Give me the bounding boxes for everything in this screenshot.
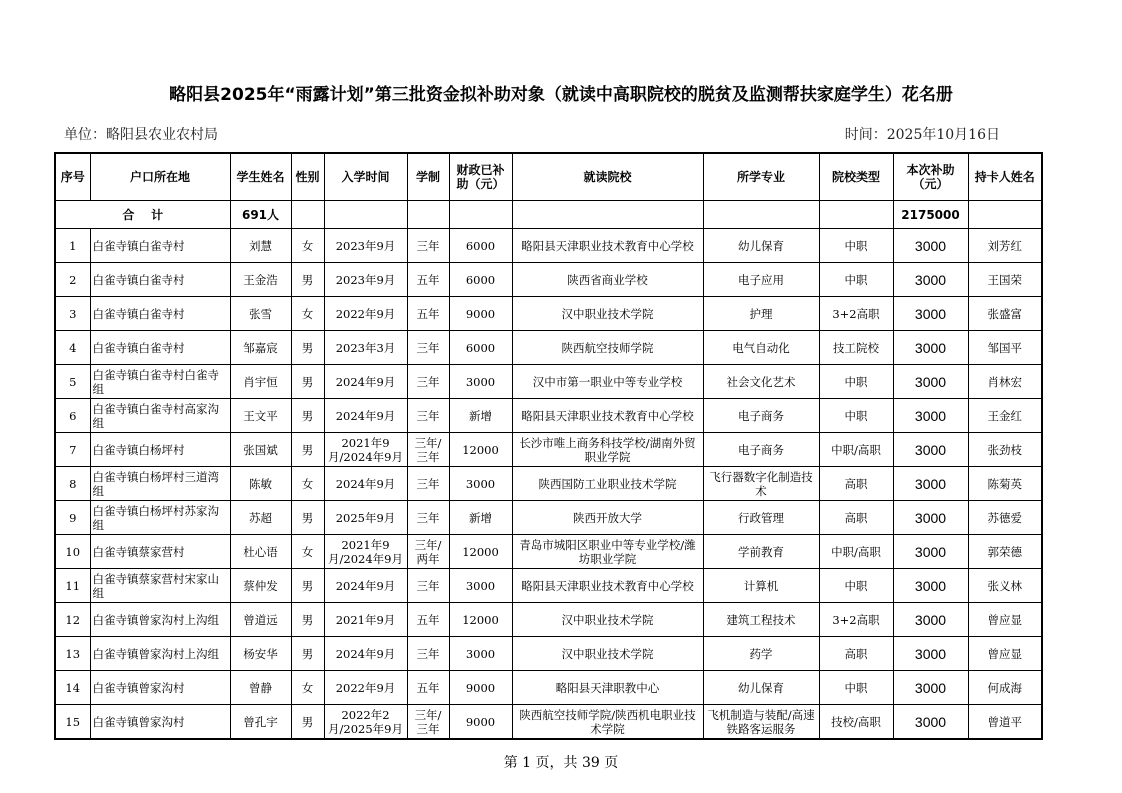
cell-current-subsidy: 3000 bbox=[893, 705, 968, 740]
cell-residence: 白雀寺镇曾家沟村上沟组 bbox=[90, 603, 230, 637]
cell-current-subsidy: 3000 bbox=[893, 671, 968, 705]
cell-gender: 男 bbox=[291, 569, 324, 603]
cell-residence: 白雀寺镇白雀寺村白雀寺组 bbox=[90, 365, 230, 399]
cell-student-name: 张雪 bbox=[230, 297, 291, 331]
table-row bbox=[55, 501, 1042, 535]
cell-paid-subsidy: 6000 bbox=[449, 331, 512, 365]
cell-duration: 三年 bbox=[407, 501, 449, 535]
table-row bbox=[55, 671, 1042, 705]
cell-residence: 白雀寺镇白杨坪村苏家沟组 bbox=[90, 501, 230, 535]
cell-index: 4 bbox=[55, 331, 90, 365]
cell-enroll-date: 2023年9月 bbox=[324, 263, 407, 297]
cell-duration: 三年 bbox=[407, 229, 449, 263]
cell-school: 青岛市城阳区职业中等专业学校/潍坊职业学院 bbox=[512, 535, 703, 569]
cell-current-subsidy: 3000 bbox=[893, 331, 968, 365]
col-header: 财政已补助（元） bbox=[449, 153, 512, 201]
cell-paid-subsidy: 6000 bbox=[449, 263, 512, 297]
cell-school: 汉中职业技术学院 bbox=[512, 603, 703, 637]
cell-school-type: 中职 bbox=[819, 671, 893, 705]
cell-duration: 三年 bbox=[407, 467, 449, 501]
cell-major: 社会文化艺术 bbox=[703, 365, 819, 399]
cell-major: 幼儿保育 bbox=[703, 671, 819, 705]
cell-paid-subsidy: 3000 bbox=[449, 569, 512, 603]
cell-cardholder: 刘芳红 bbox=[968, 229, 1042, 263]
cell-cardholder: 曾应显 bbox=[968, 603, 1042, 637]
cell-enroll-date: 2024年9月 bbox=[324, 365, 407, 399]
cell-school: 略阳县天津职业技术教育中心学校 bbox=[512, 399, 703, 433]
cell-student-name: 苏超 bbox=[230, 501, 291, 535]
cell-student-name: 杨安华 bbox=[230, 637, 291, 671]
col-header: 序号 bbox=[55, 153, 90, 201]
cell-student-name: 陈敏 bbox=[230, 467, 291, 501]
table-row bbox=[55, 331, 1042, 365]
header-row bbox=[55, 153, 1042, 201]
cell-current-subsidy: 3000 bbox=[893, 263, 968, 297]
cell-major: 电子商务 bbox=[703, 399, 819, 433]
cell-enroll-date: 2022年2月/2025年9月 bbox=[324, 705, 407, 740]
cell-enroll-date: 2023年3月 bbox=[324, 331, 407, 365]
cell-residence: 白雀寺镇白雀寺村 bbox=[90, 297, 230, 331]
table-row bbox=[55, 569, 1042, 603]
cell-current-subsidy: 3000 bbox=[893, 399, 968, 433]
table-row bbox=[55, 433, 1042, 467]
cell-school: 略阳县天津职教中心 bbox=[512, 671, 703, 705]
cell-duration: 三年 bbox=[407, 569, 449, 603]
table-row bbox=[55, 365, 1042, 399]
cell-enroll-date: 2021年9月/2024年9月 bbox=[324, 433, 407, 467]
cell-current-subsidy: 3000 bbox=[893, 535, 968, 569]
cell-cardholder: 何成海 bbox=[968, 671, 1042, 705]
cell-residence: 白雀寺镇白杨坪村 bbox=[90, 433, 230, 467]
cell-paid-subsidy: 12000 bbox=[449, 433, 512, 467]
cell-major: 护理 bbox=[703, 297, 819, 331]
col-header: 所学专业 bbox=[703, 153, 819, 201]
cell-index: 5 bbox=[55, 365, 90, 399]
cell-cardholder: 张盛富 bbox=[968, 297, 1042, 331]
cell-gender: 男 bbox=[291, 331, 324, 365]
unit-label: 单位：略阳县农业农村局 bbox=[64, 127, 218, 143]
date-label: 时间：2025年10月16日 bbox=[844, 127, 1000, 143]
cell-student-name: 邹嘉宸 bbox=[230, 331, 291, 365]
table-row bbox=[55, 297, 1042, 331]
cell-paid-subsidy: 9000 bbox=[449, 297, 512, 331]
cell-index: 13 bbox=[55, 637, 90, 671]
cell-gender: 男 bbox=[291, 501, 324, 535]
cell-gender: 男 bbox=[291, 263, 324, 297]
cell-index: 1 bbox=[55, 229, 90, 263]
cell-index: 9 bbox=[55, 501, 90, 535]
cell-gender: 女 bbox=[291, 297, 324, 331]
cell-current-subsidy: 3000 bbox=[893, 569, 968, 603]
cell-student-name: 曾道远 bbox=[230, 603, 291, 637]
cell-duration: 五年 bbox=[407, 297, 449, 331]
col-header: 就读院校 bbox=[512, 153, 703, 201]
cell-school: 略阳县天津职业技术教育中心学校 bbox=[512, 569, 703, 603]
cell-index: 12 bbox=[55, 603, 90, 637]
page-footer: 第 1 页，共 39 页 bbox=[503, 755, 619, 771]
cell-school: 陕西航空技师学院/陕西机电职业技术学院 bbox=[512, 705, 703, 740]
cell-school: 汉中职业技术学院 bbox=[512, 637, 703, 671]
cell-paid-subsidy: 12000 bbox=[449, 603, 512, 637]
cell-student-name: 杜心语 bbox=[230, 535, 291, 569]
cell-cardholder: 张劲枝 bbox=[968, 433, 1042, 467]
cell-student-name: 王金浩 bbox=[230, 263, 291, 297]
cell-cardholder: 张义林 bbox=[968, 569, 1042, 603]
cell-major: 飞机制造与装配/高速铁路客运服务 bbox=[703, 705, 819, 740]
cell-duration: 三年/三年 bbox=[407, 705, 449, 740]
cell-residence: 白雀寺镇曾家沟村 bbox=[90, 671, 230, 705]
cell-enroll-date: 2024年9月 bbox=[324, 637, 407, 671]
col-header: 持卡人姓名 bbox=[968, 153, 1042, 201]
cell-major: 电子商务 bbox=[703, 433, 819, 467]
cell-current-subsidy: 3000 bbox=[893, 603, 968, 637]
total-count: 691人 bbox=[230, 201, 291, 229]
roster-table bbox=[54, 152, 1043, 740]
cell-school: 陕西国防工业职业技术学院 bbox=[512, 467, 703, 501]
cell-enroll-date: 2021年9月 bbox=[324, 603, 407, 637]
cell-major: 建筑工程技术 bbox=[703, 603, 819, 637]
cell-school-type: 中职/高职 bbox=[819, 433, 893, 467]
cell-residence: 白雀寺镇白雀寺村 bbox=[90, 229, 230, 263]
cell-school-type: 中职 bbox=[819, 569, 893, 603]
col-header: 入学时间 bbox=[324, 153, 407, 201]
cell-cardholder: 曾道平 bbox=[968, 705, 1042, 740]
cell-school-type: 3+2高职 bbox=[819, 297, 893, 331]
cell-school-type: 高职 bbox=[819, 467, 893, 501]
cell-residence: 白雀寺镇白雀寺村高家沟组 bbox=[90, 399, 230, 433]
cell-paid-subsidy: 3000 bbox=[449, 365, 512, 399]
cell-gender: 男 bbox=[291, 603, 324, 637]
cell-enroll-date: 2024年9月 bbox=[324, 399, 407, 433]
cell-residence: 白雀寺镇白雀寺村 bbox=[90, 331, 230, 365]
cell-gender: 男 bbox=[291, 637, 324, 671]
table-row bbox=[55, 229, 1042, 263]
cell-school-type: 高职 bbox=[819, 637, 893, 671]
cell-residence: 白雀寺镇蔡家营村 bbox=[90, 535, 230, 569]
cell-duration: 五年 bbox=[407, 263, 449, 297]
col-header: 学制 bbox=[407, 153, 449, 201]
total-amount: 2175000 bbox=[893, 201, 968, 229]
cell-paid-subsidy: 9000 bbox=[449, 705, 512, 740]
col-header: 学生姓名 bbox=[230, 153, 291, 201]
cell-major: 行政管理 bbox=[703, 501, 819, 535]
total-row bbox=[55, 201, 1042, 229]
cell-cardholder: 曾应显 bbox=[968, 637, 1042, 671]
cell-current-subsidy: 3000 bbox=[893, 467, 968, 501]
cell-school: 长沙市唯上商务科技学校/湖南外贸职业学院 bbox=[512, 433, 703, 467]
cell-major: 计算机 bbox=[703, 569, 819, 603]
cell-school: 略阳县天津职业技术教育中心学校 bbox=[512, 229, 703, 263]
cell-school-type: 中职 bbox=[819, 263, 893, 297]
cell-school-type: 中职/高职 bbox=[819, 535, 893, 569]
cell-paid-subsidy: 12000 bbox=[449, 535, 512, 569]
cell-school-type: 中职 bbox=[819, 365, 893, 399]
cell-residence: 白雀寺镇白雀寺村 bbox=[90, 263, 230, 297]
cell-student-name: 曾孔宇 bbox=[230, 705, 291, 740]
cell-current-subsidy: 3000 bbox=[893, 501, 968, 535]
table-row bbox=[55, 399, 1042, 433]
cell-enroll-date: 2024年9月 bbox=[324, 569, 407, 603]
cell-paid-subsidy: 新增 bbox=[449, 501, 512, 535]
total-label: 合 计 bbox=[55, 201, 230, 229]
col-header: 院校类型 bbox=[819, 153, 893, 201]
cell-index: 6 bbox=[55, 399, 90, 433]
cell-school: 汉中市第一职业中等专业学校 bbox=[512, 365, 703, 399]
cell-enroll-date: 2025年9月 bbox=[324, 501, 407, 535]
cell-gender: 女 bbox=[291, 467, 324, 501]
col-header: 性别 bbox=[291, 153, 324, 201]
cell-school: 陕西开放大学 bbox=[512, 501, 703, 535]
cell-student-name: 刘慧 bbox=[230, 229, 291, 263]
cell-cardholder: 陈菊英 bbox=[968, 467, 1042, 501]
cell-enroll-date: 2022年9月 bbox=[324, 297, 407, 331]
cell-current-subsidy: 3000 bbox=[893, 297, 968, 331]
cell-gender: 男 bbox=[291, 399, 324, 433]
table-row bbox=[55, 467, 1042, 501]
cell-major: 学前教育 bbox=[703, 535, 819, 569]
cell-duration: 五年 bbox=[407, 671, 449, 705]
cell-school-type: 中职 bbox=[819, 399, 893, 433]
cell-school-type: 3+2高职 bbox=[819, 603, 893, 637]
cell-residence: 白雀寺镇蔡家营村宋家山组 bbox=[90, 569, 230, 603]
cell-cardholder: 王国荣 bbox=[968, 263, 1042, 297]
cell-major: 电气自动化 bbox=[703, 331, 819, 365]
cell-enroll-date: 2021年9月/2024年9月 bbox=[324, 535, 407, 569]
cell-duration: 三年/两年 bbox=[407, 535, 449, 569]
cell-major: 幼儿保育 bbox=[703, 229, 819, 263]
cell-paid-subsidy: 3000 bbox=[449, 467, 512, 501]
cell-paid-subsidy: 3000 bbox=[449, 637, 512, 671]
cell-cardholder: 王金红 bbox=[968, 399, 1042, 433]
cell-cardholder: 苏德爱 bbox=[968, 501, 1042, 535]
table-row bbox=[55, 705, 1042, 740]
cell-residence: 白雀寺镇白杨坪村三道湾组 bbox=[90, 467, 230, 501]
col-header: 户口所在地 bbox=[90, 153, 230, 201]
cell-index: 3 bbox=[55, 297, 90, 331]
cell-duration: 三年/三年 bbox=[407, 433, 449, 467]
cell-enroll-date: 2023年9月 bbox=[324, 229, 407, 263]
cell-school: 汉中职业技术学院 bbox=[512, 297, 703, 331]
table-row bbox=[55, 263, 1042, 297]
cell-current-subsidy: 3000 bbox=[893, 433, 968, 467]
cell-index: 10 bbox=[55, 535, 90, 569]
cell-index: 2 bbox=[55, 263, 90, 297]
cell-duration: 五年 bbox=[407, 603, 449, 637]
cell-student-name: 张国斌 bbox=[230, 433, 291, 467]
cell-major: 药学 bbox=[703, 637, 819, 671]
cell-duration: 三年 bbox=[407, 399, 449, 433]
cell-school-type: 技校/高职 bbox=[819, 705, 893, 740]
table-row bbox=[55, 535, 1042, 569]
cell-gender: 女 bbox=[291, 671, 324, 705]
cell-enroll-date: 2024年9月 bbox=[324, 467, 407, 501]
document-title: 略阳县2025年“雨露计划”第三批资金拟补助对象（就读中高职院校的脱贫及监测帮扶家庭学生）花名册 bbox=[169, 85, 953, 105]
cell-school-type: 高职 bbox=[819, 501, 893, 535]
cell-cardholder: 邹国平 bbox=[968, 331, 1042, 365]
cell-cardholder: 肖林宏 bbox=[968, 365, 1042, 399]
cell-paid-subsidy: 新增 bbox=[449, 399, 512, 433]
cell-major: 电子应用 bbox=[703, 263, 819, 297]
table-row bbox=[55, 603, 1042, 637]
cell-gender: 女 bbox=[291, 535, 324, 569]
cell-gender: 女 bbox=[291, 229, 324, 263]
cell-student-name: 蔡仲发 bbox=[230, 569, 291, 603]
cell-school: 陕西航空技师学院 bbox=[512, 331, 703, 365]
cell-paid-subsidy: 9000 bbox=[449, 671, 512, 705]
cell-index: 15 bbox=[55, 705, 90, 740]
cell-cardholder: 郭荣德 bbox=[968, 535, 1042, 569]
cell-school: 陕西省商业学校 bbox=[512, 263, 703, 297]
cell-current-subsidy: 3000 bbox=[893, 637, 968, 671]
cell-duration: 三年 bbox=[407, 365, 449, 399]
cell-student-name: 曾静 bbox=[230, 671, 291, 705]
cell-enroll-date: 2022年9月 bbox=[324, 671, 407, 705]
table-row bbox=[55, 637, 1042, 671]
cell-school-type: 中职 bbox=[819, 229, 893, 263]
cell-index: 14 bbox=[55, 671, 90, 705]
cell-index: 8 bbox=[55, 467, 90, 501]
cell-current-subsidy: 3000 bbox=[893, 365, 968, 399]
cell-student-name: 王文平 bbox=[230, 399, 291, 433]
cell-school-type: 技工院校 bbox=[819, 331, 893, 365]
cell-residence: 白雀寺镇曾家沟村上沟组 bbox=[90, 637, 230, 671]
cell-major: 飞行器数字化制造技术 bbox=[703, 467, 819, 501]
cell-duration: 三年 bbox=[407, 331, 449, 365]
cell-paid-subsidy: 6000 bbox=[449, 229, 512, 263]
cell-gender: 男 bbox=[291, 365, 324, 399]
cell-index: 7 bbox=[55, 433, 90, 467]
col-header: 本次补助（元） bbox=[893, 153, 968, 201]
cell-gender: 男 bbox=[291, 433, 324, 467]
cell-duration: 三年 bbox=[407, 637, 449, 671]
cell-index: 11 bbox=[55, 569, 90, 603]
cell-current-subsidy: 3000 bbox=[893, 229, 968, 263]
cell-residence: 白雀寺镇曾家沟村 bbox=[90, 705, 230, 740]
cell-gender: 男 bbox=[291, 705, 324, 740]
cell-student-name: 肖宇恒 bbox=[230, 365, 291, 399]
